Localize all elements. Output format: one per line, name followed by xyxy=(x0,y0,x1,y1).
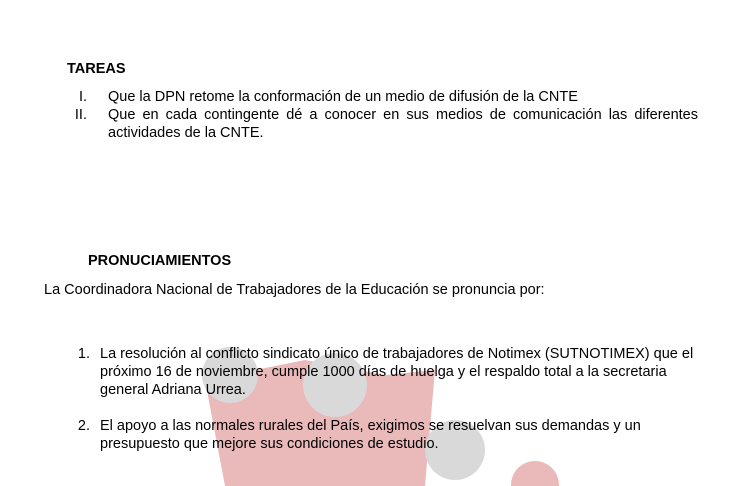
list-marker: 2. xyxy=(77,418,90,434)
list-marker: II. xyxy=(74,107,87,123)
tareas-item-text: Que la DPN retome la conformación de un medio de difusión de la CNTE xyxy=(108,89,578,105)
pronunciamientos-heading: PRONUCIAMIENTOS xyxy=(88,253,232,269)
tareas-heading: TAREAS xyxy=(67,61,126,77)
list-marker: 1. xyxy=(77,346,90,362)
tareas-item-text: Que en cada contingente dé a conocer en sus medios de comunicación las diferentes xyxy=(108,107,698,123)
pronunciamientos-intro: La Coordinadora Nacional de Trabajadores de la Educación se pronuncia por: xyxy=(44,282,545,298)
pronunciamientos-item-text: La resolución al conflicto sindicato único de trabajadores de Notimex (SUTNOTIMEX) que el próximo 16 de noviembre, cumple 1000 días de huelga y el respaldo total a la secretaria general Adriana Urrea. xyxy=(100,346,694,398)
pronunciamientos-item-text: El apoyo a las normales rurales del País, exigimos se resuelvan sus demandas y un presupuesto que mejore sus condiciones de estudio. xyxy=(100,418,641,452)
list-marker: I. xyxy=(78,89,87,105)
fist-icon-right xyxy=(511,461,559,486)
tareas-item-text-continued: actividades de la CNTE. xyxy=(108,125,264,141)
